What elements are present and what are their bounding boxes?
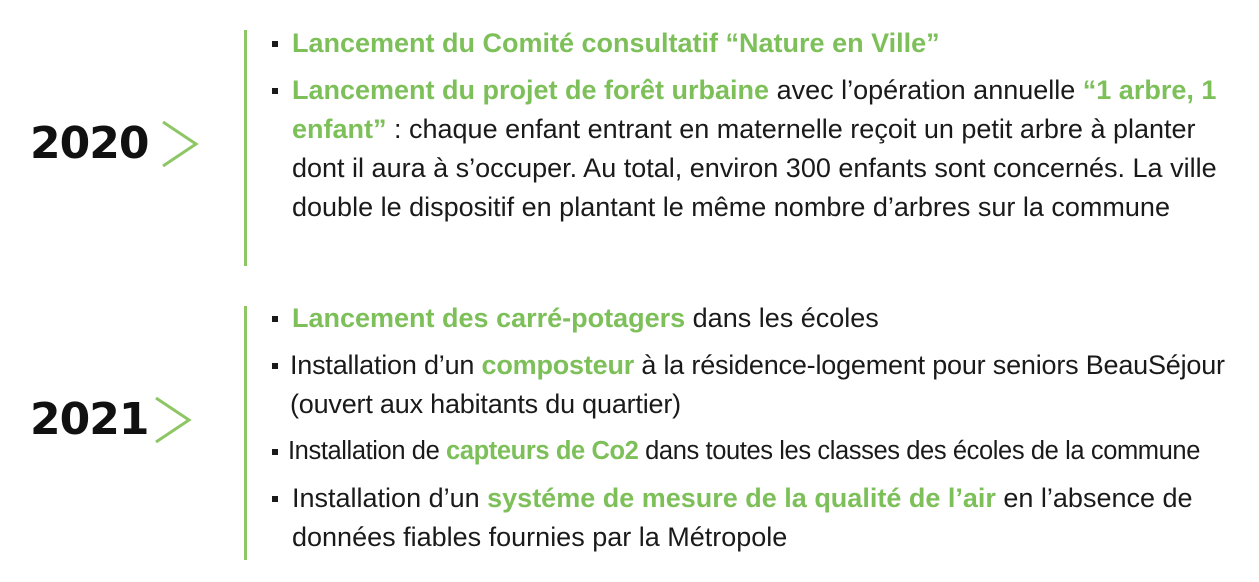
list-item: Lancement des carré-potagers dans les écoles — [270, 299, 1249, 338]
bullet-square-icon — [272, 88, 278, 94]
list-item: Lancement du projet de forêt urbaine avec l’opération annuelle “1 arbre, 1 enfant” : chaque enfant entrant en maternelle reçoit un petit arbre à planter dont il aura à s’occuper. Au total, environ 300 enfants sont concernés. La ville double le dispositif en plantant le même nombre d’arbres sur la commune — [270, 71, 1249, 227]
chevron-right-icon — [160, 120, 200, 168]
chevron-right-icon — [153, 396, 193, 444]
bullet-square-icon — [272, 363, 278, 369]
timeline-divider — [244, 30, 247, 266]
list-item: Installation d’un systéme de mesure de la qualité de l’air en l’absence de données fiables fournies par la Métropole — [270, 479, 1249, 557]
year-label: 2020 — [30, 118, 149, 169]
year-label: 2021 — [30, 394, 149, 445]
bullet-square-icon — [272, 41, 278, 47]
bullet-square-icon — [272, 316, 278, 322]
timeline-divider — [244, 306, 247, 560]
list-item: Installation de capteurs de Co2 dans toutes les classes des écoles de la commune — [270, 432, 1249, 471]
bullet-list — [270, 24, 1249, 227]
bullet-list — [270, 299, 1249, 557]
bullet-square-icon — [272, 449, 278, 455]
bullet-square-icon — [272, 496, 278, 502]
list-item: Lancement du Comité consultatif “Nature en Ville” — [270, 24, 1249, 63]
list-item: Installation d’un composteur à la résidence-logement pour seniors BeauSéjour (ouvert aux habitants du quartier) — [270, 346, 1249, 424]
